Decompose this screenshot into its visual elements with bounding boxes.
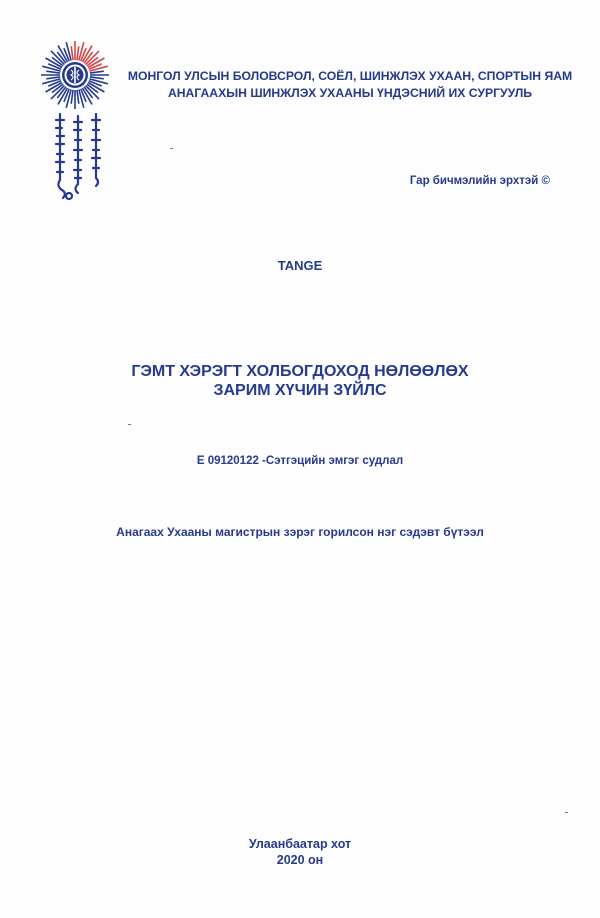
- title-line-2: ЗАРИМ ХҮЧИН ЗҮЙЛС: [213, 382, 387, 399]
- mongolian-script-seal: [48, 110, 118, 205]
- degree-statement: Анагаах Ухааны магистрын зэрэг горилсон нэг сэдэвт бүтээл: [116, 525, 484, 539]
- emblem-ray: [46, 71, 60, 73]
- emblem-ray: [46, 77, 60, 79]
- emblem-ray: [90, 71, 104, 73]
- specialty-code: E 09120122 -Сэтгэцийн эмгэг судлал: [196, 455, 404, 467]
- scan-speck: [170, 148, 173, 149]
- university-emblem-icon: [40, 40, 110, 110]
- year: 2020 он: [276, 853, 324, 867]
- copyright-notice: Гар бичмэлийн эрхтэй ©: [409, 175, 550, 187]
- ministry-name: МОНГОЛ УЛСЫН БОЛОВСРОЛ, СОЁЛ, ШИНЖЛЭХ УХААН, СПОРТЫН ЯАМ: [127, 69, 573, 83]
- institution-header: [120, 68, 580, 102]
- emblem-ray: [77, 90, 79, 104]
- emblem-ray: [77, 46, 79, 60]
- place-and-year: [0, 836, 600, 868]
- university-name: АНАГААХЫН ШИНЖЛЭХ УХААНЫ ҮНДЭСНИЙ ИХ СУРГУУЛЬ: [167, 86, 533, 100]
- place: Улаанбаатар хот: [248, 837, 352, 851]
- scan-speck: [128, 424, 131, 425]
- scan-speck: [565, 812, 568, 813]
- title-line-1: ГЭМТ ХЭРЭГТ ХОЛБОГДОХОД НӨЛӨӨЛӨХ: [131, 363, 469, 380]
- emblem-ray: [90, 77, 104, 79]
- emblem-ray: [71, 90, 73, 104]
- emblem-ray: [71, 46, 73, 60]
- thesis-title: [0, 362, 600, 400]
- author-name: TANGE: [277, 258, 323, 273]
